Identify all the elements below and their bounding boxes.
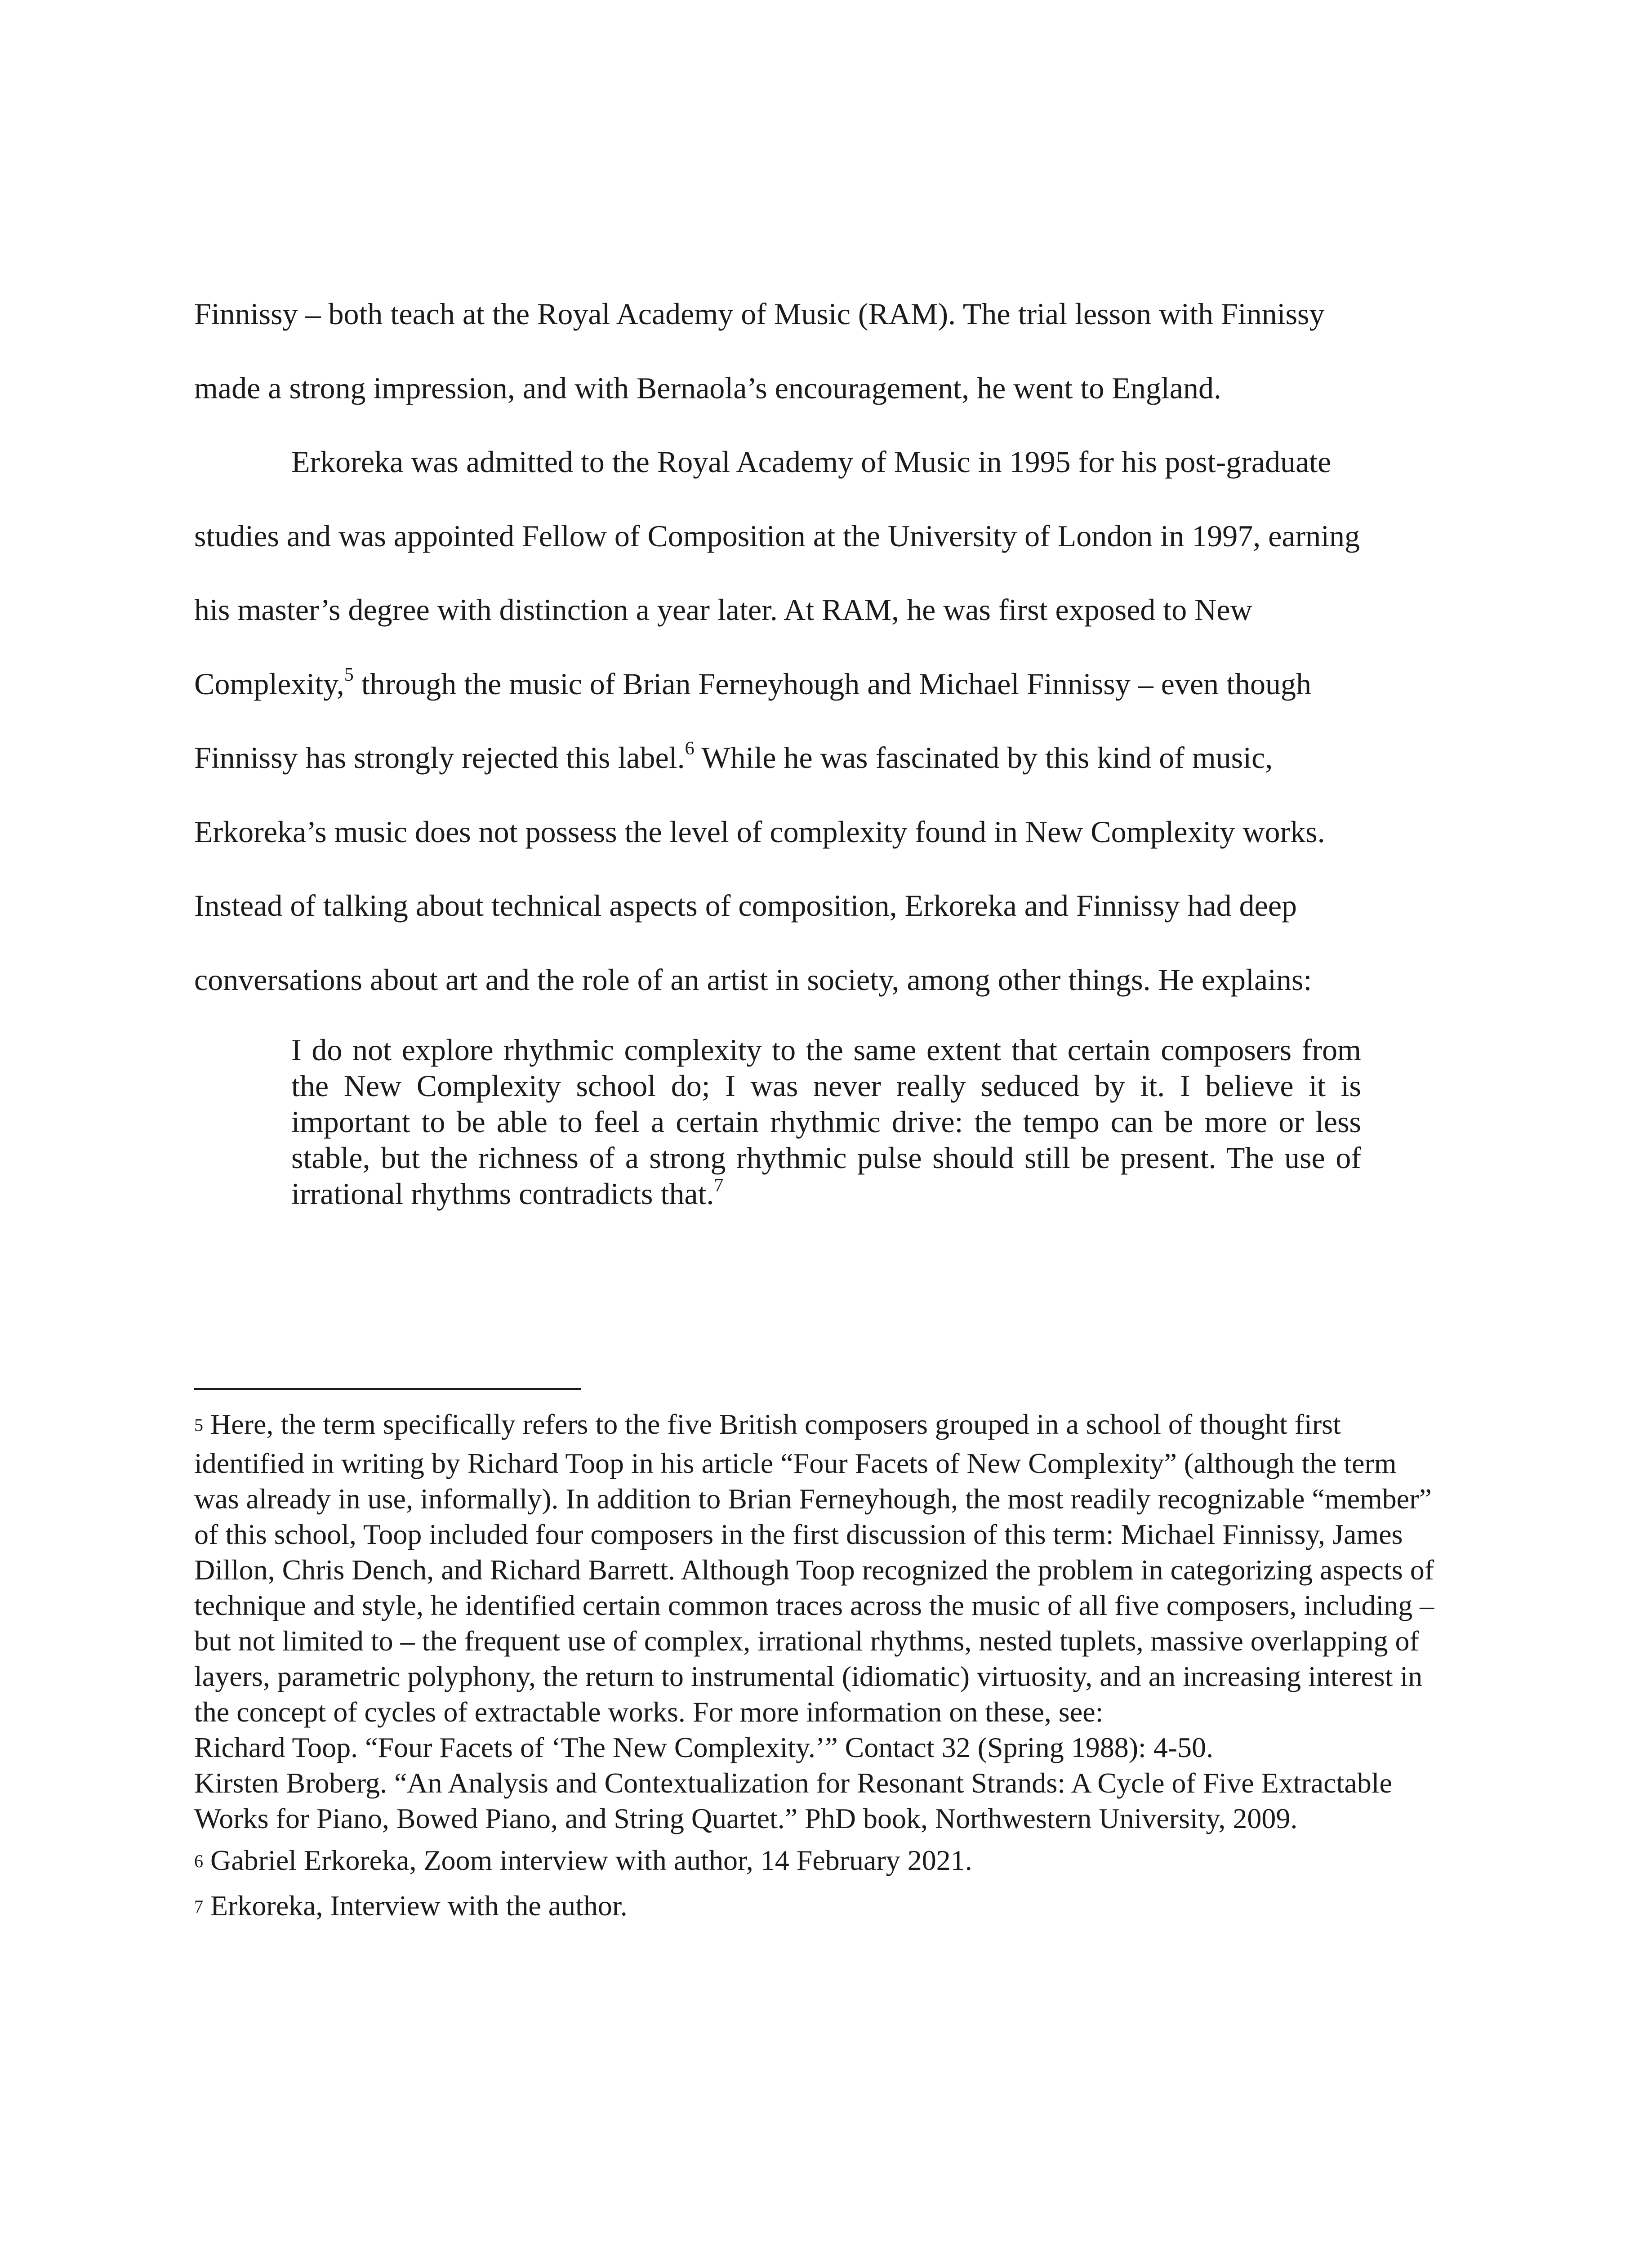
footnote-number: 5	[194, 1415, 203, 1435]
footnotes	[194, 1406, 1444, 1927]
footnote-6	[194, 1842, 1444, 1882]
body-text: While he was fascinated by this kind of music,	[694, 740, 1273, 775]
footnote-7	[194, 1888, 1444, 1927]
footnote-text: Here, the term specifically refers to the five British composers grouped in a school of thought first identified in writing by Richard Toop in his article “Four Facets of New Complexity” (although the term was already in use, informally). In addition to Brian Ferneyhough, the most readily recognizable “member” of this school, Toop included four composers in the first discussion of this term: Michael Finnissy, James Dillon, Chris Dench, and Richard Barrett. Although Toop recognized the problem in categorizing aspects of technique and style, he identified certain common traces across the music of all five composers, including – but not limited to – the frequent use of complex, irrational rhythms, nested tuplets, massive overlapping of layers, parametric polyphony, the return to instrumental (idiomatic) virtuosity, and an increasing interest in the concept of cycles of extractable works. For more information on these, see:	[194, 1408, 1434, 1728]
body-line-7	[194, 740, 1273, 780]
body-text: Complexity,	[194, 667, 344, 701]
block-quote-text: I do not explore rhythmic complexity to the same extent that certain composers from the New Complexity school do; I was never really seduced by it. I believe it is important to be able to feel a certain rhythmic drive: the tempo can be more or less stable, but the richness of a strong rhythmic pulse should still be present. The use of irrational rhythms contradicts that.	[291, 1033, 1361, 1211]
footnote-number: 7	[194, 1896, 203, 1917]
footnote-ref-7[interactable]: 7	[714, 1175, 724, 1196]
footnote-separator	[194, 1388, 581, 1390]
body-line-4: studies and was appointed Fellow of Composition at the University of London in 1997, earning	[194, 519, 1360, 553]
footnote-ref-5[interactable]: 5	[344, 665, 354, 685]
body-text: through the music of Brian Ferneyhough and Michael Finnissy – even though	[353, 667, 1312, 701]
body-line-1: Finnissy – both teach at the Royal Academy of Music (RAM). The trial lesson with Finnissy	[194, 297, 1325, 331]
body-line-5: his master’s degree with distinction a year later. At RAM, he was first exposed to New	[194, 593, 1252, 627]
footnote-number: 6	[194, 1851, 203, 1871]
body-line-6	[194, 666, 1311, 706]
body-line-8: Erkoreka’s music does not possess the level of complexity found in New Complexity works.	[194, 815, 1325, 849]
body-line-9: Instead of talking about technical aspects of composition, Erkoreka and Finnissy had deep	[194, 888, 1297, 923]
footnote-citation: Richard Toop. “Four Facets of ‘The New Complexity.’” Contact 32 (Spring 1988): 4-50.	[194, 1731, 1214, 1763]
footnote-citation: Kirsten Broberg. “An Analysis and Contextualization for Resonant Strands: A Cycle of Five Extractable Works for Piano, Bowed Piano, and String Quartet.” PhD book, Northwestern University, 2009.	[194, 1767, 1392, 1834]
body-line-2: made a strong impression, and with Bernaola’s encouragement, he went to England.	[194, 371, 1221, 405]
body-line-10: conversations about art and the role of an artist in society, among other things. He explains:	[194, 963, 1312, 997]
footnote-text: Erkoreka, Interview with the author.	[210, 1890, 628, 1922]
body-text: Finnissy has strongly rejected this label.	[194, 740, 685, 775]
footnote-5	[194, 1406, 1444, 1836]
block-quote	[291, 1032, 1361, 1216]
footnote-text: Gabriel Erkoreka, Zoom interview with author, 14 February 2021.	[210, 1844, 972, 1876]
footnote-ref-6[interactable]: 6	[685, 738, 695, 759]
body-line-3: Erkoreka was admitted to the Royal Academy of Music in 1995 for his post-graduate	[291, 445, 1331, 479]
